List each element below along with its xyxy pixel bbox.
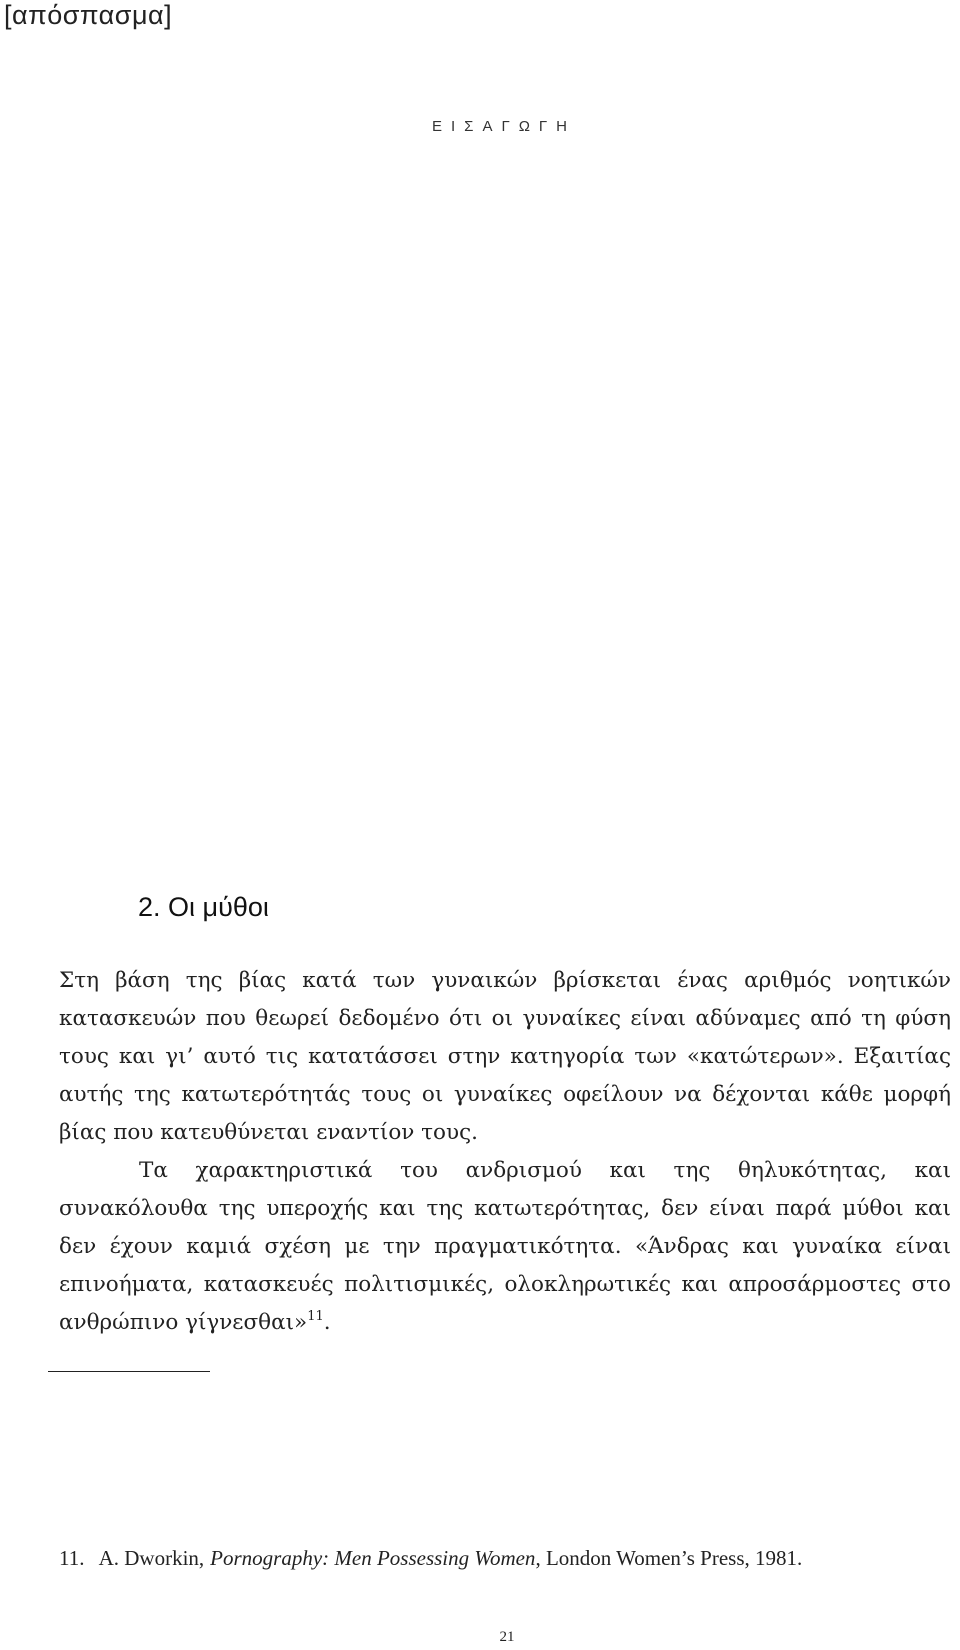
chapter-title: 2. Οι μύθοι <box>138 892 269 922</box>
body-text <box>59 962 951 1342</box>
running-head: ΕΙΣΑΓΩΓΗ <box>432 118 577 135</box>
page-number: 21 <box>499 1629 515 1645</box>
paragraph <box>59 962 951 1152</box>
paragraph-text: Τα χαρακτηριστικά του ανδρισμού και της θηλυκότητας, και συνακόλουθα της υπεροχής και της κατωτερότητας, δεν είναι παρά μύθοι και δεν έχουν καμιά σχέση με την πραγματικότητα. «Άνδρας και γυναίκα είναι επινοήματα, κατασκευές πολιτισμικές, ολοκληρωτικές και απροσάρμοστες στο ανθρώπινο γίγνεσθαι» <box>59 1158 951 1335</box>
footnote-reference: 11 <box>307 1309 324 1324</box>
excerpt-tag: [απόσπασμα] <box>4 0 173 30</box>
footnote <box>59 1546 802 1571</box>
paragraph-trailing: . <box>323 1310 331 1335</box>
footnote-number: 11. <box>59 1546 85 1570</box>
footnote-publication: , London Women’s Press, 1981. <box>535 1546 803 1570</box>
footnote-work-title: Pornography: Men Possessing Women <box>210 1546 536 1570</box>
paragraph <box>59 1152 951 1342</box>
footnote-author: A. Dworkin, <box>98 1546 205 1570</box>
footnote-divider <box>48 1371 210 1372</box>
paragraph-text: Στη βάση της βίας κατά των γυναικών βρίσκεται ένας αριθμός νοητικών κατασκευών που θεωρεί δεδομένο ότι οι γυναίκες είναι αδύναμες από τη φύση τους και γι’ αυτό τις κατατάσσει στην κατηγορία των «κατώτερων». Εξαιτίας αυτής της κατωτερότητάς τους οι γυναίκες οφείλουν να δέχονται κάθε μορφή βίας που κατευθύνεται εναντίον τους. <box>59 968 951 1145</box>
